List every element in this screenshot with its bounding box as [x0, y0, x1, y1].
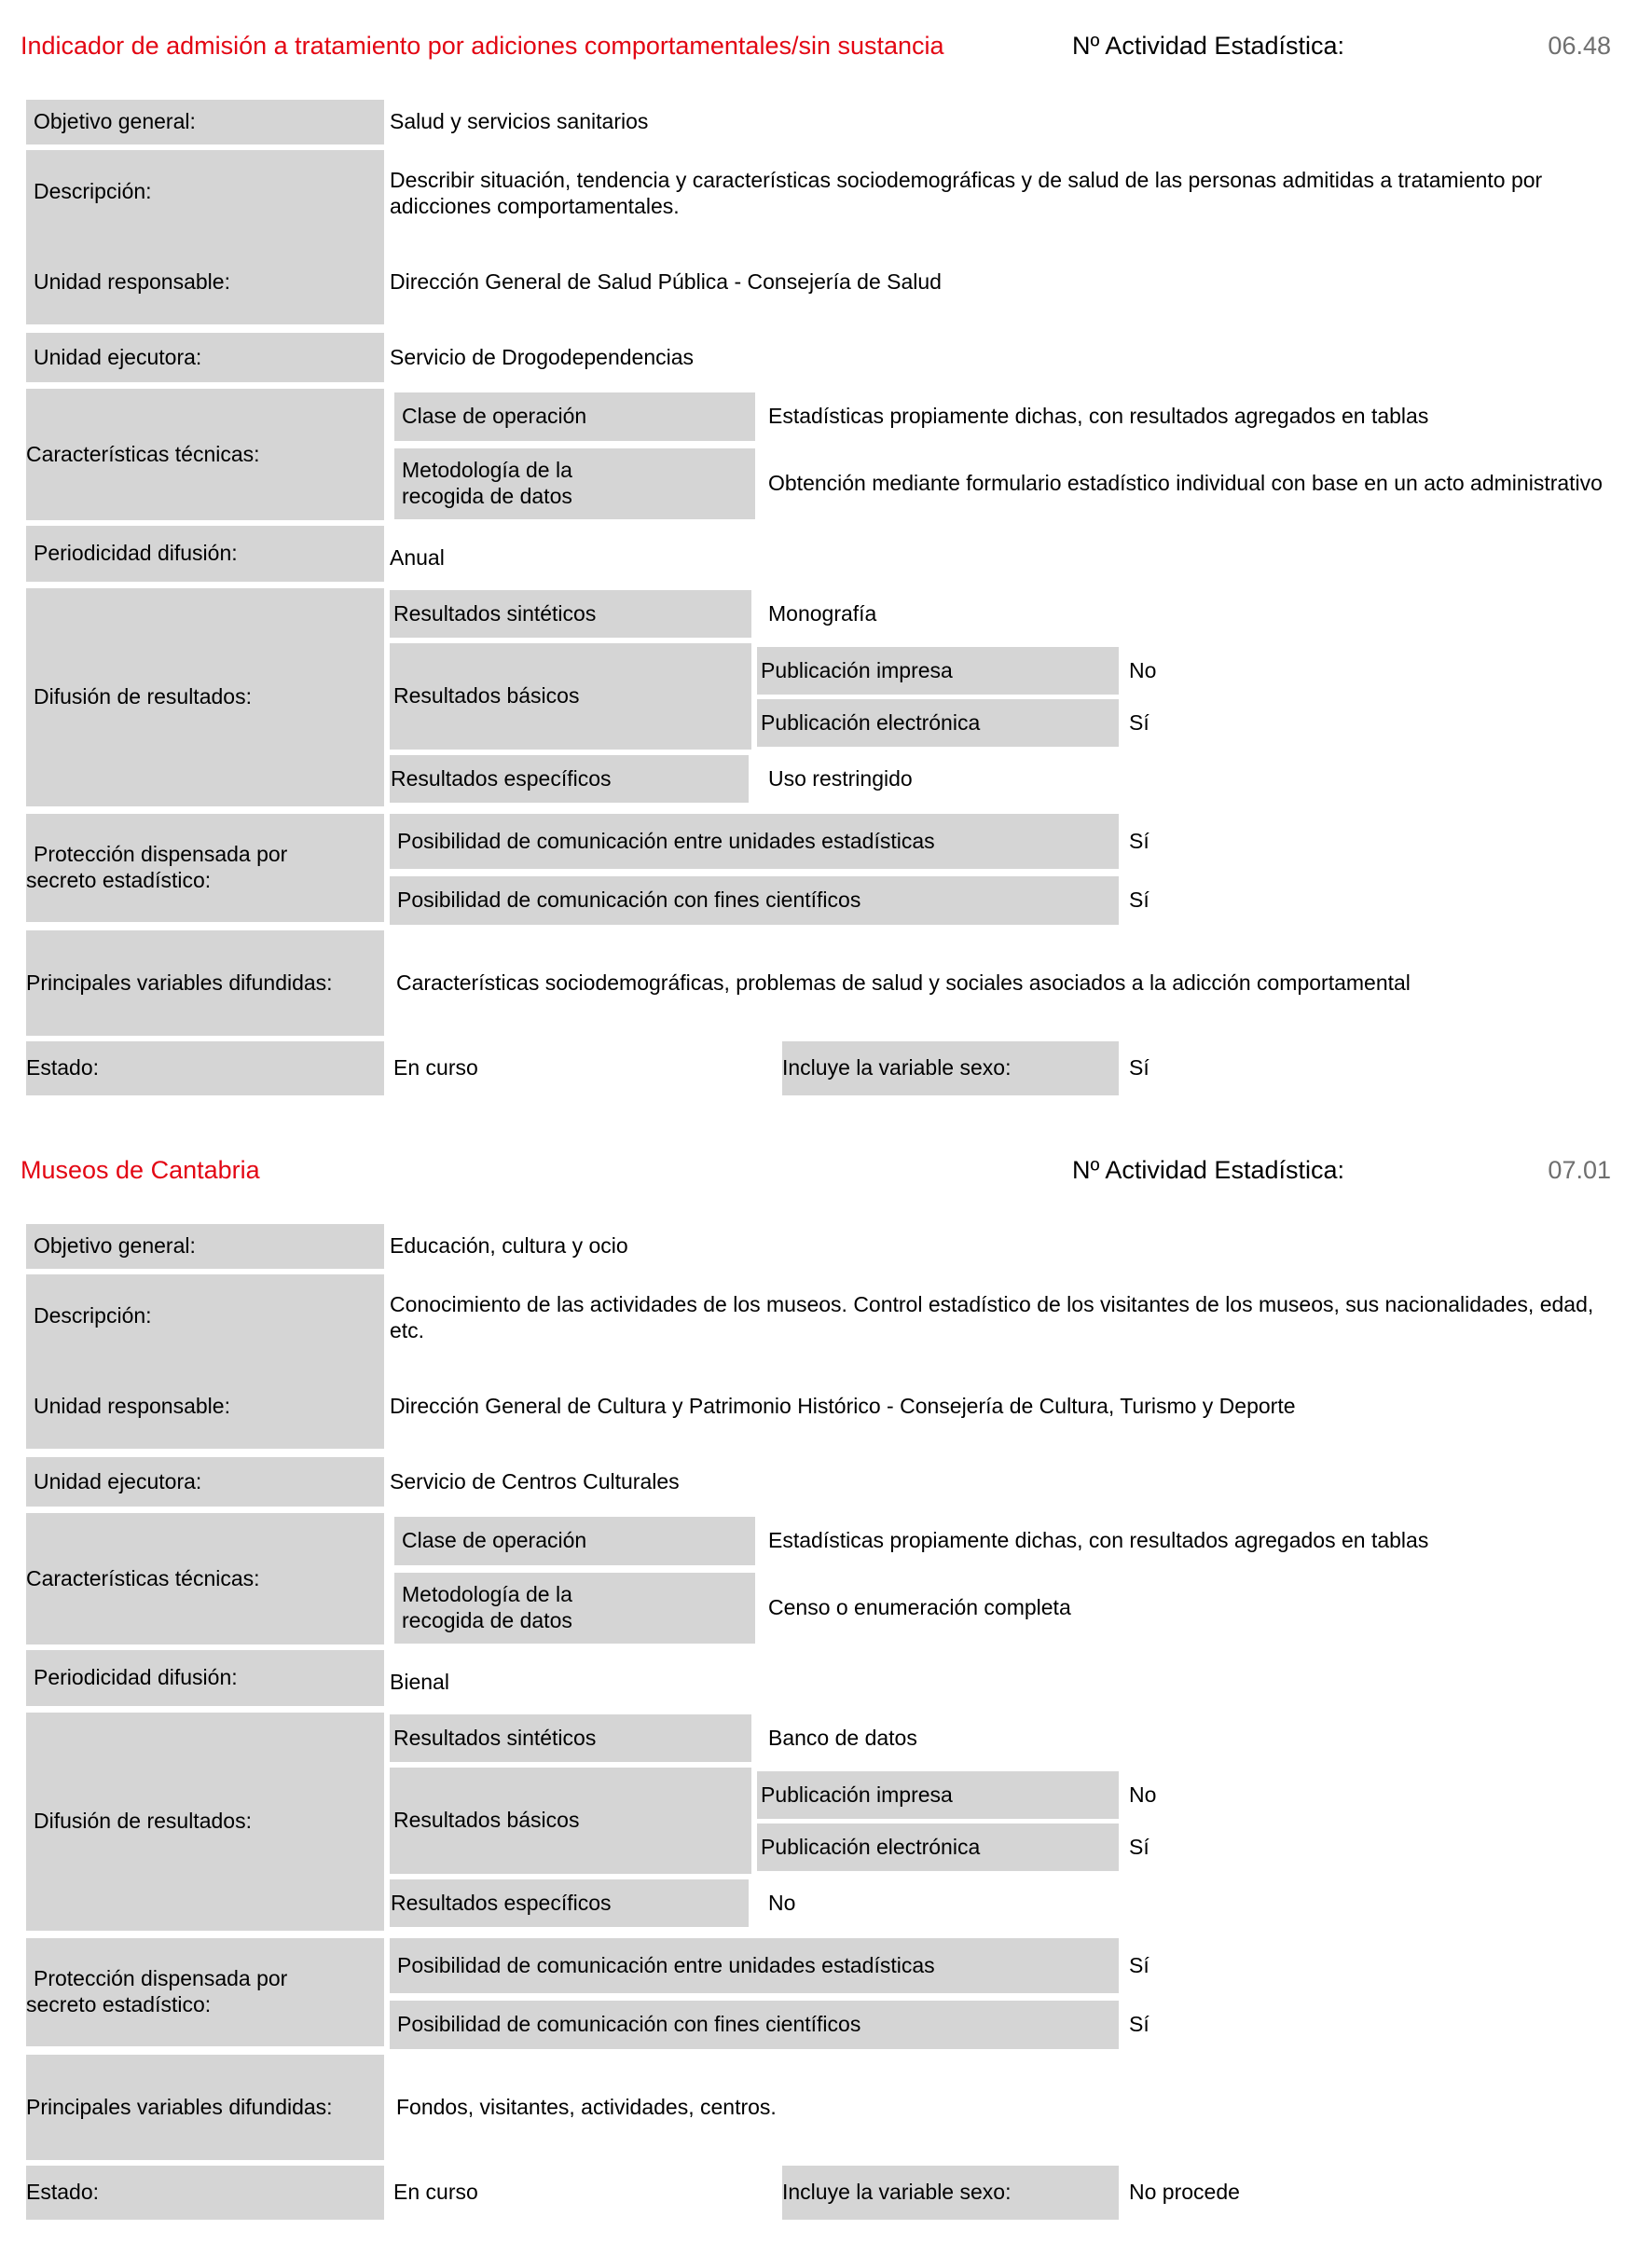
publicacion-impresa-value: No [1129, 657, 1157, 682]
comunicacion-unidades-value: Sí [1129, 1952, 1150, 1977]
metodologia-value: Obtención mediante formulario estadístico individual con base en un acto administrativo [768, 471, 1603, 496]
publicacion-electronica-label: Publicación electrónica [757, 699, 1119, 747]
resultados-sinteticos-value: Monografía [768, 600, 877, 626]
publicacion-electronica-value: Sí [1129, 1834, 1150, 1859]
variable-sexo-value: No procede [1129, 2180, 1240, 2205]
variable-sexo-label: Incluye la variable sexo: [782, 2166, 1119, 2220]
publicacion-impresa-label: Publicación impresa [757, 647, 1119, 695]
objetivo-label: Objetivo general: [26, 100, 384, 145]
resultados-sinteticos-label: Resultados sintéticos [390, 590, 751, 638]
periodicidad-label: Periodicidad difusión: [26, 526, 384, 582]
comunicacion-unidades-value: Sí [1129, 828, 1150, 853]
estado-value: En curso [393, 1055, 478, 1080]
resultados-especificos-label: Resultados específicos [390, 1879, 749, 1927]
resultados-sinteticos-value: Banco de datos [768, 1725, 917, 1750]
periodicidad-value: Bienal [390, 1670, 449, 1695]
unidad-responsable-value: Dirección General de Cultura y Patrimonio Histórico - Consejería de Cultura, Turismo y Deporte [390, 1394, 1296, 1419]
resultados-especificos-label: Resultados específicos [390, 755, 749, 803]
periodicidad-value: Anual [390, 545, 445, 571]
activity-title: Indicador de admisión a tratamiento por adiciones comportamentales/sin sustancia [21, 32, 944, 60]
difusion-label: Difusión de resultados: [26, 588, 384, 806]
periodicidad-label: Periodicidad difusión: [26, 1650, 384, 1706]
resultados-especificos-value: Uso restringido [768, 765, 913, 791]
clase-operacion-label: Clase de operación [394, 1517, 755, 1565]
resultados-especificos-value: No [768, 1890, 796, 1915]
unidad-ejecutora-value: Servicio de Drogodependencias [390, 344, 695, 369]
metodologia-value: Censo o enumeración completa [768, 1595, 1071, 1620]
activity-number-label: Nº Actividad Estadística: [1072, 1156, 1344, 1184]
publicacion-impresa-label: Publicación impresa [757, 1771, 1119, 1819]
comunicacion-unidades-label: Posibilidad de comunicación entre unidades estadísticas [390, 814, 1119, 869]
objetivo-value: Salud y servicios sanitarios [390, 109, 649, 134]
unidad-ejecutora-label: Unidad ejecutora: [26, 1457, 384, 1507]
descripcion-label: Descripción: [34, 1303, 152, 1328]
resultados-basicos-label: Resultados básicos [390, 643, 751, 750]
unidad-responsable-label: Unidad responsable: [34, 269, 230, 295]
unidad-responsable-value: Dirección General de Salud Pública - Consejería de Salud [390, 269, 942, 295]
principales-variables-label: Principales variables difundidas: [26, 930, 384, 1036]
estado-value: En curso [393, 2180, 478, 2205]
unidad-ejecutora-value: Servicio de Centros Culturales [390, 1468, 680, 1493]
activity-number: 07.01 [1548, 1156, 1611, 1184]
caracteristicas-label: Características técnicas: [26, 1513, 384, 1645]
proteccion-label: Protección dispensada por secreto estadístico: [26, 1938, 384, 2046]
descripcion-value: Conocimiento de las actividades de los museos. Control estadístico de los visitantes de los museos, sus nacionalidades, edad, etc. [390, 1292, 1594, 1342]
clase-operacion-value: Estadísticas propiamente dichas, con resultados agregados en tablas [768, 1528, 1429, 1553]
comunicacion-cientificos-label: Posibilidad de comunicación con fines científicos [390, 876, 1119, 925]
unidad-ejecutora-label: Unidad ejecutora: [26, 333, 384, 382]
clase-operacion-value: Estadísticas propiamente dichas, con resultados agregados en tablas [768, 404, 1429, 429]
variable-sexo-label: Incluye la variable sexo: [782, 1041, 1119, 1095]
objetivo-value: Educación, cultura y ocio [390, 1233, 628, 1259]
variable-sexo-value: Sí [1129, 1055, 1150, 1080]
comunicacion-cientificos-label: Posibilidad de comunicación con fines científicos [390, 2001, 1119, 2049]
clase-operacion-label: Clase de operación [394, 392, 755, 441]
metodologia-label: Metodología de la recogida de datos [394, 448, 755, 519]
activity-entry [0, 0, 1652, 1100]
proteccion-label: Protección dispensada por secreto estadístico: [26, 814, 384, 922]
estado-label: Estado: [26, 1041, 384, 1095]
principales-variables-value: Fondos, visitantes, actividades, centros. [396, 2094, 777, 2119]
activity-entry [0, 1124, 1652, 2224]
resultados-basicos-label: Resultados básicos [390, 1768, 751, 1874]
metodologia-label: Metodología de la recogida de datos [394, 1573, 755, 1644]
unidad-responsable-label: Unidad responsable: [34, 1394, 230, 1419]
comunicacion-cientificos-value: Sí [1129, 2012, 1150, 2037]
difusion-label: Difusión de resultados: [26, 1713, 384, 1931]
principales-variables-label: Principales variables difundidas: [26, 2055, 384, 2160]
objetivo-label: Objetivo general: [26, 1224, 384, 1269]
publicacion-impresa-value: No [1129, 1782, 1157, 1807]
comunicacion-unidades-label: Posibilidad de comunicación entre unidades estadísticas [390, 1938, 1119, 1993]
activity-title: Museos de Cantabria [21, 1156, 260, 1184]
caracteristicas-label: Características técnicas: [26, 389, 384, 520]
resultados-sinteticos-label: Resultados sintéticos [390, 1714, 751, 1762]
publicacion-electronica-value: Sí [1129, 709, 1150, 735]
descripcion-value: Describir situación, tendencia y características sociodemográficas y de salud de las personas admitidas a tratamiento por adicciones comportamentales. [390, 168, 1543, 218]
estado-label: Estado: [26, 2166, 384, 2220]
principales-variables-value: Características sociodemográficas, problemas de salud y sociales asociados a la adicción comportamental [396, 970, 1411, 995]
publicacion-electronica-label: Publicación electrónica [757, 1823, 1119, 1871]
comunicacion-cientificos-value: Sí [1129, 888, 1150, 913]
activity-number-label: Nº Actividad Estadística: [1072, 32, 1344, 60]
activity-number: 06.48 [1548, 32, 1611, 60]
descripcion-label: Descripción: [34, 179, 152, 204]
